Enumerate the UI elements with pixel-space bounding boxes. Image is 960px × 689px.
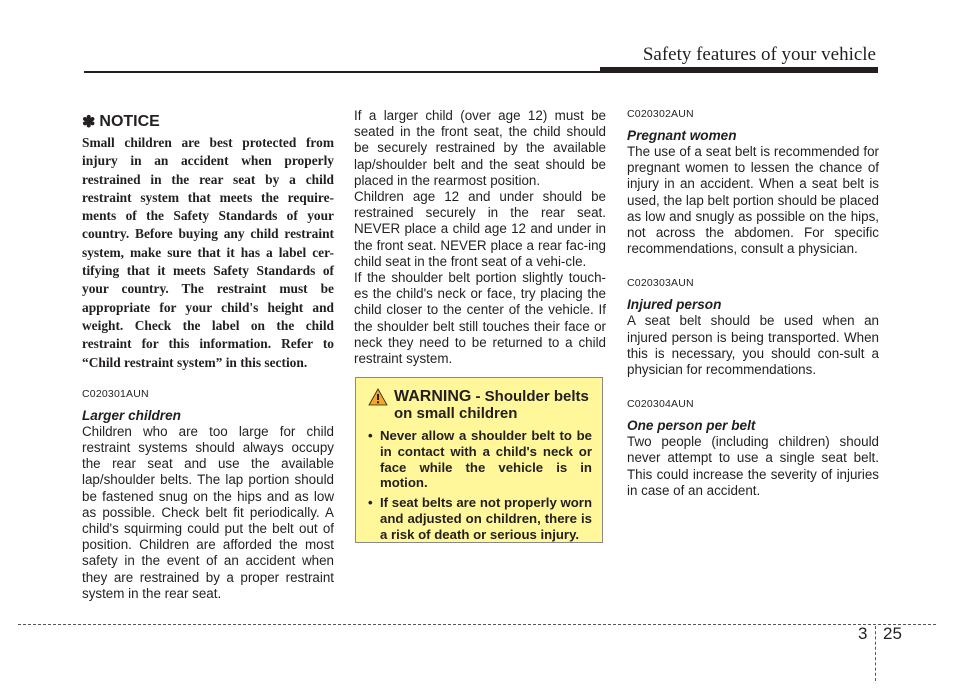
section-code: C020302AUN — [627, 108, 694, 120]
page-number: 25 — [883, 624, 902, 643]
warning-triangle-icon — [368, 388, 388, 406]
cross-mark-icon: ✽ — [82, 114, 96, 131]
section-heading: Pregnant women — [627, 128, 737, 143]
section-heading: One person per belt — [627, 418, 756, 434]
warning-list — [368, 428, 592, 543]
warning-label: WARNING — [394, 388, 472, 405]
section-heading: Larger children — [82, 407, 181, 423]
header-section-title: Safety features of your vehicle — [642, 44, 876, 65]
middle-paragraph: If the shoulder belt portion slightly touch-es the child's neck or face, try placing the child closer to the center of the vehicle. If the shoulder belt still touches their face or neck they need to be returned to a child restraint system. — [354, 270, 606, 367]
footer-rule — [18, 624, 936, 625]
section-body: A seat belt should be used when an injured person is being transported. When this is necessary, you should con-sult a physician for recommendations. — [627, 313, 879, 378]
notice-heading — [82, 112, 334, 132]
warning-item: • If seat belts are not properly worn and adjusted on children, there is a risk of death or serious injury. — [368, 495, 592, 542]
page-number-divider — [875, 626, 876, 681]
warning-box — [355, 377, 603, 543]
column-middle — [354, 108, 606, 367]
section-code: C020303AUN — [627, 277, 694, 290]
section-code: C020301AUN — [82, 387, 149, 400]
section-body: Children who are too large for child restraint systems should always occupy the rear seat and use the available lap/shoulder belts. The lap portion should be fastened snug on the hips and as low as possible. Check belt fit periodically. A child's squirming could put the belt out of position. Children are afforded the most safety in the event of an accident when they are restrained by a proper restraint system in the rear seat. — [82, 423, 334, 601]
section-body: Two people (including children) should never attempt to use a single seat belt. This could increase the severity of injuries in case of an accident. — [627, 434, 879, 498]
warning-item: • Never allow a shoulder belt to be in contact with a child's neck or face while the vehicle is in motion. — [368, 428, 592, 491]
chapter-number: 3 — [858, 624, 868, 643]
warning-subject: - Shoulder belts on small children — [394, 388, 589, 422]
column-left — [82, 112, 334, 602]
section-body: The use of a seat belt is recommended for pregnant women to lessen the chance of injury in an accident. When a seat belt is used, the lap belt portion should be placed as low and snugly as possible on the hips, not across the abdomen. For specific recommendations, consult a physician. — [627, 144, 879, 257]
warning-title — [394, 388, 592, 422]
middle-paragraph: Children age 12 and under should be restrained securely in the rear seat. NEVER place a child age 12 and under in the front seat. NEVER place a rear fac-ing child seat in the front seat of a vehi-cle. — [354, 189, 606, 269]
middle-paragraph: If a larger child (over age 12) must be seated in the front seat, the child should be securely restrained by the available lap/shoulder belt and the seat should be placed in the rearmost position. — [354, 108, 606, 188]
section-code: C020304AUN — [627, 398, 694, 411]
header-rule-accent — [600, 67, 878, 73]
section-heading: Injured person — [627, 297, 722, 313]
notice-body: Small children are best protected from injury in an accident when properly restrained in the rear seat by a child restraint system that meets the require-ments of the Safety Standards of your country. Before buying any child restraint system, make sure that it has a label cer-tifying that it meets Safety Standards of your country. The restraint must be appropriate for your child's height and weight. Check the label on the child restraint for this information. Refer to “Child restraint system” in this section. — [82, 135, 334, 370]
column-right — [627, 108, 879, 499]
notice-title: NOTICE — [99, 113, 160, 130]
